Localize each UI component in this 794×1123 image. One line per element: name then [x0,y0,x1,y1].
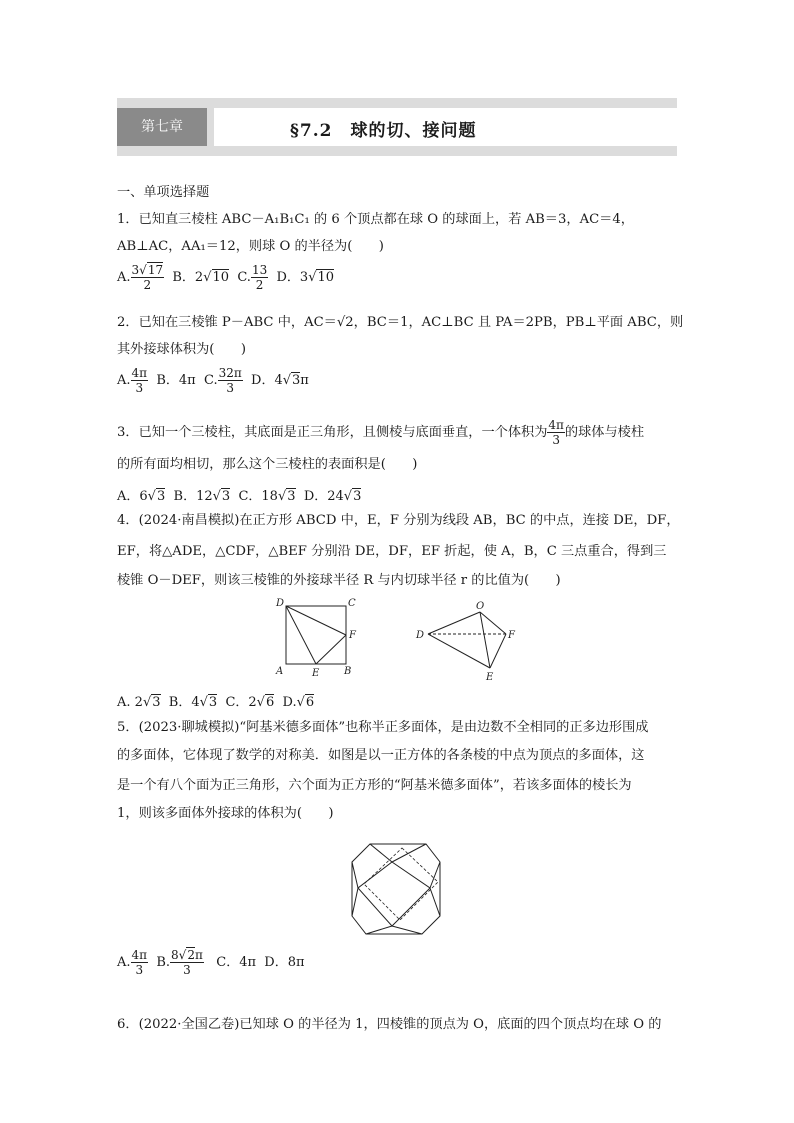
edge-1 [370,844,392,862]
q5-option-d: D．8π [264,955,305,970]
edge-oe [480,612,490,668]
chapter-tab: 第七章 [117,108,207,146]
q3-c-rad: 3 [287,489,296,504]
hidden-square-face [364,848,438,920]
edge-of [480,612,506,634]
q5-line3: 是一个有八个面为正三角形，六个面为正方形的“阿基米德多面体”，若该多面体的棱长为 [117,778,632,793]
q3-frac-num: 4π [548,418,564,432]
edge-fe [490,634,506,668]
q4-option-b: B．4 [168,695,200,710]
q6-line1: 6．(2022·全国乙卷)已知球 O 的半径为 1，四棱锥的顶点为 O，底面的四个顶点均在球 O 的 [117,1017,662,1032]
q3-option-a: A．6 [117,489,148,504]
label-o: O [476,601,485,612]
q3-option-c: C．18 [238,489,278,504]
q3-a-rad: 3 [156,489,166,504]
edge-3 [430,862,440,888]
label-f: F [349,630,356,641]
q5-a-num: 4π [131,948,148,962]
q3-d-rad: 3 [353,489,362,504]
q1-option-c-prefix: C. [237,270,251,285]
q4-option-a: A. 2 [117,695,143,710]
label-d2: D [416,630,425,641]
q4-line3: 棱锥 O－DEF，则该三棱锥的外接球半径 R 与内切球半径 r 的比值为( ) [117,573,561,588]
q4-square-figure [272,594,364,680]
label-e2: E [486,672,494,683]
q3-line1-b: 的球体与棱柱 [564,425,645,440]
q1-option-b: B．2 [172,270,204,285]
q4-c-rad: 6 [265,695,275,710]
q5-b-den: 3 [183,963,191,977]
q5-polyhedron-figure [348,836,446,940]
q4-d-rad: 6 [305,695,315,710]
q1-a-rad: 17 [147,263,164,277]
q2-option-d: D．4 [251,373,283,388]
q4-option-d: D. [282,695,297,710]
q2-d-rad: 3 [292,373,301,388]
q3-option-d: D．24 [303,489,344,504]
q5-line2: 的多面体，它体现了数学的对称美．如图是以一正方体的各条棱的中点为顶点的多面体，这 [117,748,645,763]
q1-a-num: 3 [131,263,140,277]
q3-options: A．6√3 B．12√3 C．18√3 D．24√3 [117,489,362,504]
q2-a-num: 4π [131,366,148,380]
q2-option-c-frac [218,366,243,395]
section-heading: 一、单项选择题 [117,185,210,200]
segment-df [286,606,346,635]
q2-a-den: 3 [135,381,144,395]
q1-option-a-prefix: A. [117,270,131,285]
q4-a-rad: 3 [152,695,161,710]
label-a: A [276,666,284,677]
q5-b-num-b: π [194,948,203,962]
segment-ef [316,635,346,664]
q4-option-c: C．2 [225,695,257,710]
edge-4 [430,888,440,916]
q3-line2: 的所有面均相切，那么这个三棱柱的表面积是( ) [117,457,418,472]
edge-de [428,634,490,668]
q5-b-num-a: 8 [171,948,179,962]
label-f2: F [508,630,515,641]
q1-option-a-frac: $\frac{3√17}{2}$ [131,263,164,292]
front-square-face [358,862,430,926]
q2-option-c-prefix: C. [203,373,218,388]
q5-option-b-prefix: B. [156,955,171,970]
edge-5 [392,926,422,934]
q5-option-a-prefix: A. [117,955,131,970]
q1-a-den: 2 [143,278,152,292]
q3-b-rad: 3 [221,489,231,504]
q2-line1: 2．已知在三棱锥 P－ABC 中，AC＝√2，BC＝1，AC⊥BC 且 PA＝2PB，PB⊥平面 ABC，则 [117,315,684,330]
q5-a-den: 3 [135,963,144,977]
q5-options [117,948,305,977]
edge-7 [352,888,358,916]
label-d: D [276,598,285,609]
edge-8 [352,862,358,888]
square-abcd [286,606,346,664]
q3-option-b: B．12 [173,489,213,504]
q2-d-suffix: π [300,373,309,388]
q4-options: A. 2√3 B．4√3 C．2√6 D.√6 [117,695,315,710]
q1-line2: AB⊥AC，AA₁＝12，则球 O 的半径为( ) [117,239,384,254]
polyhedron-outline [352,844,440,934]
q3-frac-den: 3 [552,433,560,447]
q1-option-c-frac [251,263,268,292]
q5-b-num-rad: 2 [187,948,195,962]
q2-c-den: 3 [226,381,234,395]
q2-c-num: 32π [218,366,242,380]
label-e: E [312,668,320,679]
q1-c-den: 2 [255,278,264,292]
q3-line1-a: 3．已知一个三棱柱，其底面是正三角形，且侧棱与底面垂直，一个体积为 [117,425,548,440]
q4-line2: EF，将△ADE，△CDF，△BEF 分别沿 DE，DF，EF 折起，使 A，B，C 三点重合，得到三 [117,544,667,559]
q3-frac [547,418,565,447]
q1-options: A. $\frac{3√17}{2}$ B．2√10 C. $\frac{13}{2}$ D．3√10 [117,263,335,292]
label-c: C [348,598,356,609]
q1-option-d: D．3 [276,270,309,285]
q1-b-rad: 10 [212,270,230,285]
q1-c-num: 13 [251,263,268,277]
q4-b-rad: 3 [208,695,218,710]
q2-option-b: B．4π [156,373,196,388]
q5-line1: 5．(2023·聊城模拟)“阿基米德多面体”也称半正多面体，是由边数不全相同的正多边形围成 [117,720,649,735]
edge-do [428,612,480,634]
q4-line1: 4．(2024·南昌模拟)在正方形 ABCD 中，E，F 分别为线段 AB，BC 的中点，连接 DE，DF， [117,513,680,528]
label-b: B [344,666,352,677]
q5-option-a-frac [131,948,149,977]
q4-tetrahedron-figure [410,598,530,684]
q2-line2: 其外接球体积为( ) [117,342,246,357]
q2-option-a-prefix: A. [117,373,131,388]
page-title: §7.2 球的切、接问题 [290,121,477,141]
q5-option-c: C．4π [216,955,257,970]
q5-line4: 1，则该多面体外接球的体积为( ) [117,806,334,821]
segment-de [286,606,316,664]
q1-d-rad: 10 [317,270,335,285]
q5-option-b-frac: $\frac{8√2\pi}{3}$ [171,948,203,977]
q1-line1: 1．已知直三棱柱 ABC－A₁B₁C₁ 的 6 个顶点都在球 O 的球面上，若 AB＝3，AC＝4， [117,212,634,227]
q2-option-a-frac [131,366,149,395]
q3-line1 [117,418,644,447]
q2-options: A. $\frac{4\pi}{3}$ B．4π C. $\frac{32\pi}{3}$ D．4√3π [117,366,309,395]
edge-2 [392,844,426,862]
edge-6 [366,926,392,934]
